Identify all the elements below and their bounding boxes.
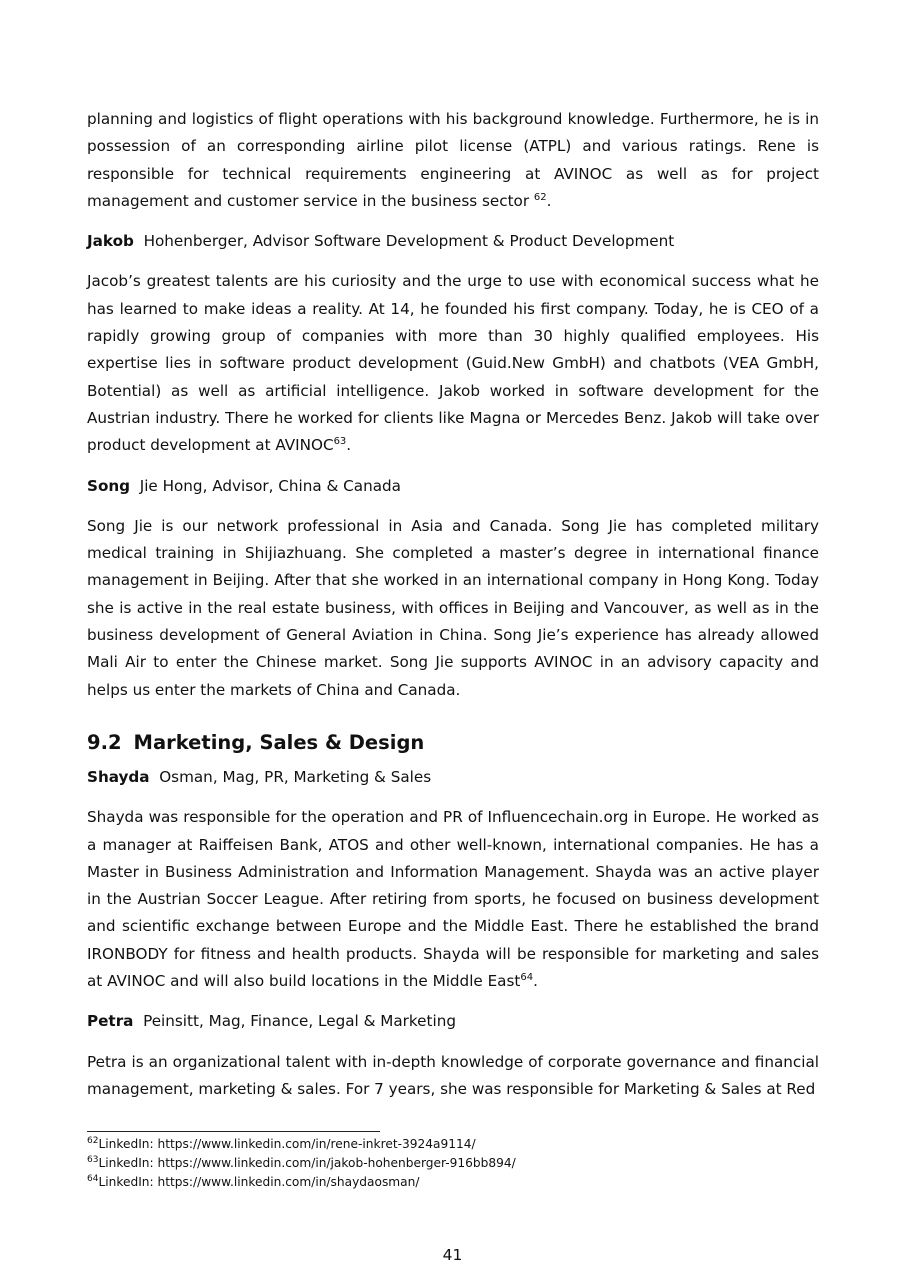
person-role: Jie Hong, Advisor, China & Canada xyxy=(139,476,401,495)
person-role: Hohenberger, Advisor Software Development & Product Development xyxy=(143,232,675,251)
intro-end: . xyxy=(546,191,552,210)
intro-paragraph xyxy=(87,106,819,215)
section-number: 9.2 xyxy=(87,730,122,754)
person-name: Jakob xyxy=(87,232,134,251)
footnote-number: 63 xyxy=(87,1155,99,1165)
person-name: Song xyxy=(87,476,131,495)
shayda-bio-text: Shayda was responsible for the operation and PR of Influencechain.org in Europe. He worked as a manager at Raiffeisen Bank, ATOS and other well-known, international companies. He has a Master in Business Administration and Information Management. Shayda was an active player in the Austrian Soccer League. After retiring from sports, he focused on business development and scientific exchange between Europe and the Middle East. There he established the brand IRONBODY for fitness and health products. Shayda will be responsible for marketing and sales at AVINOC and will also build locations in the Middle East xyxy=(87,808,819,991)
section-heading xyxy=(87,704,819,764)
song-bio: Song Jie is our network professional in Asia and Canada. Song Jie has completed military medical training in Shijiazhuang. She completed a master’s degree in international finance management in Beijing. After that she worked in an international company in Hong Kong. Today she is active in the real estate business, with offices in Beijing and Vancouver, as well as in the business development of General Aviation in China. Song Jie’s experience has already allowed Mali Air to enter the Chinese market. Song Jie supports AVINOC in an advisory capacity and helps us enter the markets of China and Canada. xyxy=(87,516,819,699)
jakob-bio-text: Jacob’s greatest talents are his curiosity and the urge to use with economical success what he has learned to make ideas a reality. At 14, he founded his first company. Today, he is CEO of a rapidly growing group of companies with more than 30 highly qualified employees. His expertise lies in software product development (Guid.New GmbH) and chatbots (VEA GmbH, Botential) as well as artificial intelligence. Jakob worked in software development for the Austrian industry. There he worked for clients like Magna or Mercedes Benz. Jakob will take over product development at AVINOC xyxy=(87,272,819,455)
footnote-number: 62 xyxy=(87,1136,99,1146)
footnote-ref-64[interactable]: 64 xyxy=(520,972,534,984)
person-shayda-heading xyxy=(87,764,819,791)
footnote-62 xyxy=(87,1135,819,1154)
person-song-heading xyxy=(87,473,819,500)
page-number: 41 xyxy=(442,1246,463,1264)
page-body xyxy=(87,106,819,1103)
footnote-63 xyxy=(87,1154,819,1173)
person-jakob-heading xyxy=(87,228,819,255)
footnote-link[interactable]: LinkedIn: https://www.linkedin.com/in/rene-inkret-3924a9114/ xyxy=(98,1137,476,1151)
person-role: Peinsitt, Mag, Finance, Legal & Marketing xyxy=(143,1012,456,1031)
footnote-ref-62[interactable]: 62 xyxy=(533,191,547,203)
person-role: Osman, Mag, PR, Marketing & Sales xyxy=(159,767,432,786)
footnote-link[interactable]: LinkedIn: https://www.linkedin.com/in/jakob-hohenberger-916bb894/ xyxy=(98,1156,516,1170)
footnote-ref-63[interactable]: 63 xyxy=(333,436,347,448)
shayda-bio-end: . xyxy=(533,972,538,991)
intro-text: planning and logistics of flight operations with his background knowledge. Furthermore, he is in possession of an corresponding airline pilot license (ATPL) and various ratings. Rene is responsible for technical requirements engineering at AVINOC as well as for project management and customer service in the business sector xyxy=(87,110,819,210)
footnote-64 xyxy=(87,1173,819,1192)
section-title: Marketing, Sales & Design xyxy=(133,730,425,754)
footnote-link[interactable]: LinkedIn: https://www.linkedin.com/in/shaydaosman/ xyxy=(98,1175,420,1189)
person-name: Petra xyxy=(87,1012,134,1031)
person-name: Shayda xyxy=(87,767,150,786)
jakob-bio-end: . xyxy=(346,436,352,455)
footnotes xyxy=(87,1131,819,1192)
footnote-number: 64 xyxy=(87,1174,99,1184)
shayda-bio xyxy=(87,804,819,995)
person-petra-heading xyxy=(87,1008,819,1035)
jakob-bio xyxy=(87,268,819,459)
footnote-divider xyxy=(87,1131,380,1132)
petra-bio: Petra is an organizational talent with in-depth knowledge of corporate governance and financial management, marketing & sales. For 7 years, she was responsible for Marketing & Sales at Red xyxy=(87,1052,819,1098)
